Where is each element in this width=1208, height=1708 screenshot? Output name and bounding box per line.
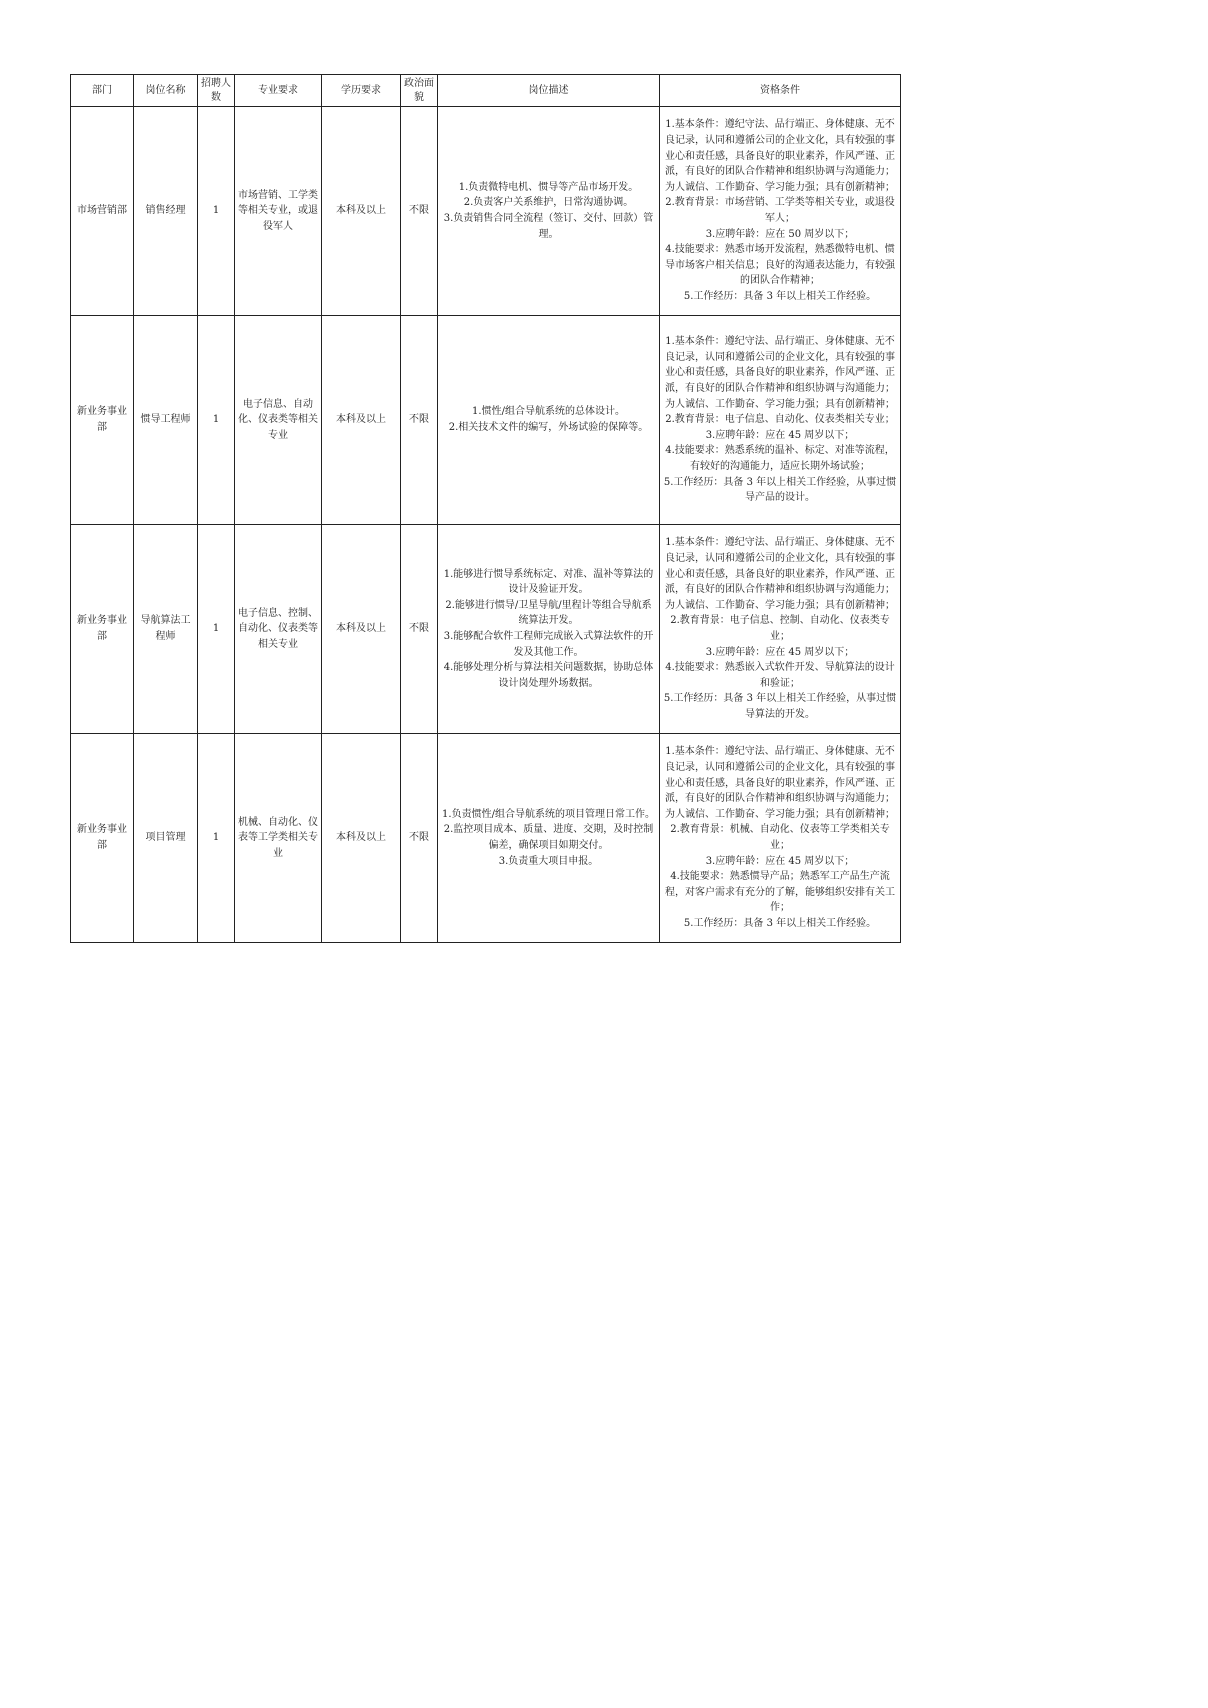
education-cell: 本科及以上 xyxy=(322,525,401,734)
description-line: 2.能够进行惯导/卫星导航/里程计等组合导航系统算法开发。 xyxy=(445,599,652,627)
qualification-item: 3.应聘年龄：应在 45 周岁以下； xyxy=(705,429,855,441)
description-cell xyxy=(438,107,660,316)
qualifications-cell xyxy=(660,316,901,525)
count-cell: 1 xyxy=(198,734,235,943)
description-line: 1.负责惯性/组合导航系统的项目管理日常工作。 xyxy=(442,808,655,820)
recruitment-table xyxy=(70,74,901,943)
education-cell: 本科及以上 xyxy=(322,734,401,943)
position-cell: 导航算法工程师 xyxy=(134,525,198,734)
table-body xyxy=(71,107,901,943)
political-cell: 不限 xyxy=(401,316,438,525)
political-cell: 不限 xyxy=(401,107,438,316)
qualification-item: 1.基本条件：遵纪守法、品行端正、身体健康、无不良记录，认同和遵循公司的企业文化，具有较强的事业心和责任感，具备良好的职业素养，作风严谨、正派，有良好的团队合作精神和组织协调与沟通能力；为人诚信、工作勤奋、学习能力强；具有创新精神； xyxy=(665,336,895,410)
header-political: 政治面貌 xyxy=(401,75,438,107)
count-cell: 1 xyxy=(198,316,235,525)
major-cell: 机械、自动化、仪表等工学类相关专业 xyxy=(235,734,322,943)
qualification-item: 2.教育背景：市场营销、工学类等相关专业，或退役军人； xyxy=(665,197,895,224)
qualification-item: 2.教育背景：电子信息、控制、自动化、仪表类专业； xyxy=(670,615,890,642)
description-cell xyxy=(438,734,660,943)
description-line: 2.负责客户关系维护，日常沟通协调。 xyxy=(463,197,634,209)
header-major: 专业要求 xyxy=(235,75,322,107)
education-cell: 本科及以上 xyxy=(322,316,401,525)
qualifications-cell xyxy=(660,525,901,734)
count-cell: 1 xyxy=(198,107,235,316)
description-line: 3.负责重大项目申报。 xyxy=(498,855,599,867)
political-cell: 不限 xyxy=(401,525,438,734)
major-cell: 电子信息、自动化、仪表类等相关专业 xyxy=(235,316,322,525)
description-line: 2.监控项目成本、质量、进度、交期，及时控制偏差，确保项目如期交付。 xyxy=(443,824,654,851)
header-row xyxy=(71,75,901,107)
header-qualifications: 资格条件 xyxy=(660,75,901,107)
position-cell: 销售经理 xyxy=(134,107,198,316)
major-cell: 电子信息、控制、自动化、仪表类等相关专业 xyxy=(235,525,322,734)
description-line: 3.能够配合软件工程师完成嵌入式算法软件的开发及其他工作。 xyxy=(443,631,654,658)
description-line: 1.能够进行惯导系统标定、对准、温补等算法的设计及验证开发。 xyxy=(443,568,654,596)
table-row xyxy=(71,316,901,525)
qualification-item: 1.基本条件：遵纪守法、品行端正、身体健康、无不良记录，认同和遵循公司的企业文化，具有较强的事业心和责任感，具备良好的职业素养，作风严谨、正派，有良好的团队合作精神和组织协调与沟通能力；为人诚信、工作勤奋、学习能力强；具有创新精神； xyxy=(665,746,895,820)
major-cell: 市场营销、工学类等相关专业，或退役军人 xyxy=(235,107,322,316)
dept-cell: 新业务事业部 xyxy=(71,316,134,525)
description-line: 4.能够处理分析与算法相关问题数据，协助总体设计岗处理外场数据。 xyxy=(443,662,654,689)
description-cell xyxy=(438,316,660,525)
count-cell: 1 xyxy=(198,525,235,734)
header-description: 岗位描述 xyxy=(438,75,660,107)
qualification-item: 4.技能要求：熟悉市场开发流程，熟悉微特电机、惯导市场客户相关信息；良好的沟通表达能力，有较强的团队合作精神； xyxy=(665,244,895,287)
description-line: 1.惯性/组合导航系统的总体设计。 xyxy=(472,406,625,418)
education-cell: 本科及以上 xyxy=(322,107,401,316)
description-cell xyxy=(438,525,660,734)
qualification-item: 5.工作经历：具备 3 年以上相关工作经验，从事过惯导算法的开发。 xyxy=(663,693,897,720)
qualification-item: 3.应聘年龄：应在 45 周岁以下； xyxy=(705,855,855,867)
qualification-item: 1.基本条件：遵纪守法、品行端正、身体健康、无不良记录，认同和遵循公司的企业文化，具有较强的事业心和责任感，具备良好的职业素养，作风严谨、正派，有良好的团队合作精神和组织协调与沟通能力；为人诚信、工作勤奋、学习能力强；具有创新精神； xyxy=(665,537,895,611)
header-count: 招聘人数 xyxy=(198,75,235,107)
table-header xyxy=(71,75,901,107)
header-dept: 部门 xyxy=(71,75,134,107)
qualification-item: 5.工作经历：具备 3 年以上相关工作经验。 xyxy=(683,917,877,929)
qualification-item: 4.技能要求：熟悉系统的温补、标定、对准等流程，有较好的沟通能力，适应长期外场试验； xyxy=(665,445,895,472)
dept-cell: 新业务事业部 xyxy=(71,525,134,734)
table-row xyxy=(71,734,901,943)
qualification-item: 2.教育背景：电子信息、自动化、仪表类相关专业； xyxy=(665,414,895,426)
qualification-item: 5.工作经历：具备 3 年以上相关工作经验。 xyxy=(683,290,877,302)
qualifications-cell xyxy=(660,107,901,316)
qualification-item: 4.技能要求：熟悉嵌入式软件开发、导航算法的设计和验证； xyxy=(665,662,895,689)
description-line: 1.负责微特电机、惯导等产品市场开发。 xyxy=(458,181,639,193)
table-row xyxy=(71,107,901,316)
table-row xyxy=(71,525,901,734)
header-education: 学历要求 xyxy=(322,75,401,107)
dept-cell: 市场营销部 xyxy=(71,107,134,316)
qualification-item: 2.教育背景：机械、自动化、仪表等工学类相关专业； xyxy=(670,824,890,851)
qualification-item: 5.工作经历：具备 3 年以上相关工作经验，从事过惯导产品的设计。 xyxy=(663,476,897,504)
recruitment-sheet xyxy=(70,74,900,943)
description-line: 3.负责销售合同全流程（签订、交付、回款）管理。 xyxy=(443,213,654,240)
dept-cell: 新业务事业部 xyxy=(71,734,134,943)
qualification-item: 3.应聘年龄：应在 45 周岁以下； xyxy=(705,646,855,658)
qualification-item: 3.应聘年龄：应在 50 周岁以下； xyxy=(705,228,855,240)
position-cell: 惯导工程师 xyxy=(134,316,198,525)
description-line: 2.相关技术文件的编写，外场试验的保障等。 xyxy=(448,422,649,433)
qualifications-cell xyxy=(660,734,901,943)
position-cell: 项目管理 xyxy=(134,734,198,943)
political-cell: 不限 xyxy=(401,734,438,943)
header-position: 岗位名称 xyxy=(134,75,198,107)
qualification-item: 1.基本条件：遵纪守法、品行端正、身体健康、无不良记录，认同和遵循公司的企业文化，具有较强的事业心和责任感，具备良好的职业素养，作风严谨、正派，有良好的团队合作精神和组织协调与沟通能力；为人诚信、工作勤奋、学习能力强；具有创新精神； xyxy=(665,119,895,193)
qualification-item: 4.技能要求：熟悉惯导产品；熟悉军工产品生产流程，对客户需求有充分的了解，能够组织安排有关工作； xyxy=(665,871,895,914)
